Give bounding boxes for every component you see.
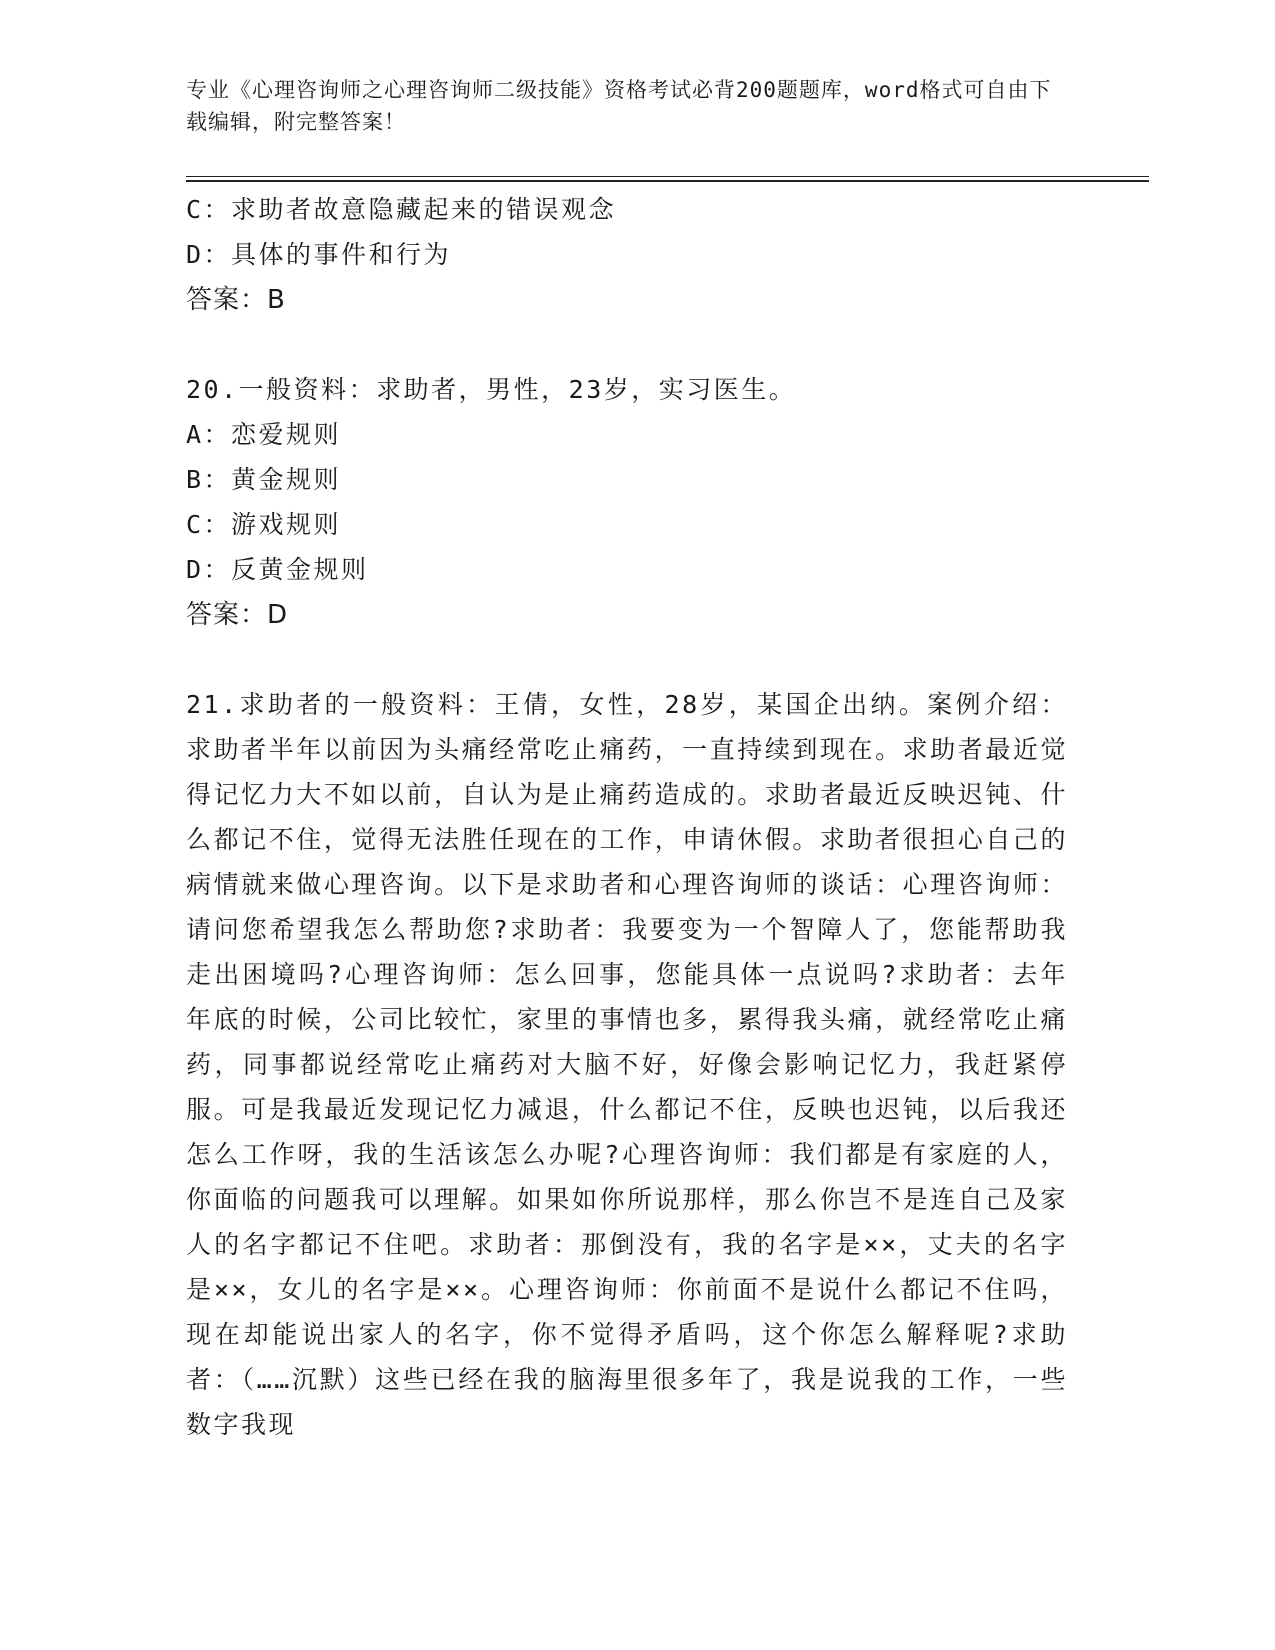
document-header: 专业《心理咨询师之心理咨询师二级技能》资格考试必背200题题库，word格式可自由下载编辑，附完整答案！ <box>186 78 1052 134</box>
document-body <box>186 187 1068 1447</box>
q19-option-c: C：求助者故意隐藏起来的错误观念 <box>186 195 617 224</box>
q20-stem: 20.一般资料：求助者，男性，23岁，实习医生。 <box>186 375 797 404</box>
header-rule-thin <box>186 176 1149 177</box>
spacer <box>186 638 1068 682</box>
q20-option-b: B：黄金规则 <box>186 465 342 494</box>
q20-option-d: D：反黄金规则 <box>186 555 369 584</box>
q19-option-d: D：具体的事件和行为 <box>186 240 452 269</box>
q20-answer: 答案：D <box>186 600 289 630</box>
q19-answer: 答案：B <box>186 285 286 315</box>
spacer <box>186 323 1068 367</box>
q20-option-a: A：恋爱规则 <box>186 420 342 449</box>
q20-option-c: C：游戏规则 <box>186 510 342 539</box>
q21-stem: 21.求助者的一般资料：王倩，女性，28岁，某国企出纳。案例介绍：求助者半年以前因为头痛经常吃止痛药，一直持续到现在。求助者最近觉得记忆力大不如以前，自认为是止痛药造成的。求助者最近反映迟钝、什么都记不住，觉得无法胜任现在的工作，申请休假。求助者很担心自己的病情就来做心理咨询。以下是求助者和心理咨询师的谈话：心理咨询师：请问您希望我怎么帮助您?求助者：我要变为一个智障人了，您能帮助我走出困境吗?心理咨询师：怎么回事，您能具体一点说吗?求助者：去年年底的时候，公司比较忙，家里的事情也多，累得我头痛，就经常吃止痛药，同事都说经常吃止痛药对大脑不好，好像会影响记忆力，我赶紧停服。可是我最近发现记忆力减退，什么都记不住，反映也迟钝，以后我还怎么工作呀，我的生活该怎么办呢?心理咨询师：我们都是有家庭的人，你面临的问题我可以理解。如果如你所说那样，那么你岂不是连自己及家人的名字都记不住吧。求助者：那倒没有，我的名字是××，丈夫的名字是××，女儿的名字是××。心理咨询师：你前面不是说什么都记不住吗，现在却能说出家人的名字，你不觉得矛盾吗，这个你怎么解释呢?求助者：（……沉默）这些已经在我的脑海里很多年了，我是说我的工作，一些数字我现 <box>186 690 1068 1439</box>
header-rule-thick <box>186 180 1149 182</box>
